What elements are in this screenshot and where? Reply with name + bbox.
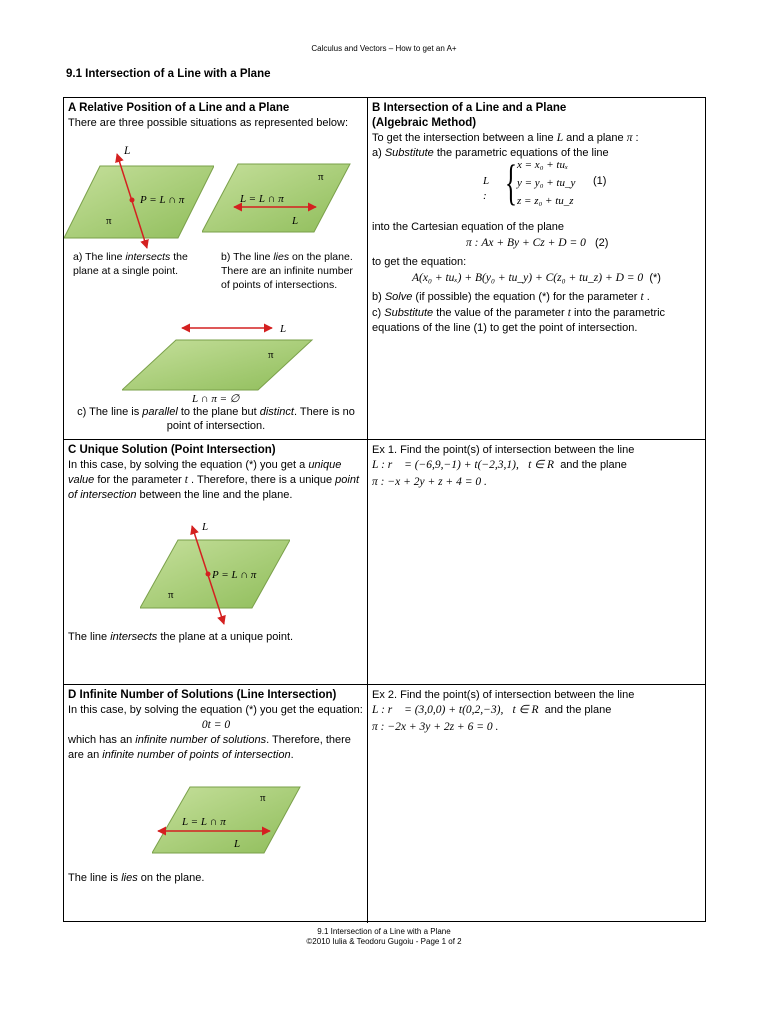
plane-equation: π : −x + 2y + z + 4 = 0 . bbox=[372, 476, 487, 488]
line-label: L bbox=[280, 323, 287, 335]
plane-shape bbox=[152, 787, 300, 853]
on-label: L = L ∩ π bbox=[240, 193, 284, 205]
on-label: L = L ∩ π bbox=[182, 816, 226, 828]
cell-example-1 bbox=[368, 440, 705, 684]
text-line: to get the equation: bbox=[372, 256, 467, 268]
empty-label: L ∩ π = ∅ bbox=[192, 393, 240, 405]
system-label: L : bbox=[483, 175, 489, 202]
point-label: P = L ∩ π bbox=[140, 194, 185, 206]
page-header: Calculus and Vectors – How to get an A+ bbox=[311, 44, 457, 53]
example-text: Ex 2. Find the point(s) of intersection between the line bbox=[372, 689, 635, 701]
cell-title: A Relative Position of a Line and a Plane bbox=[68, 102, 290, 114]
plane-label: π bbox=[106, 215, 112, 227]
cell-algebraic-method bbox=[368, 98, 705, 439]
figure-parallel bbox=[122, 320, 322, 410]
figure-intersect bbox=[140, 520, 290, 626]
plane-shape bbox=[122, 340, 312, 390]
text-line: To get the intersection between a line L and a plane π : bbox=[372, 132, 639, 144]
paragraph: In this case, by solving the equation (*) you get the equation: bbox=[68, 704, 363, 716]
caption: The line is lies on the plane. bbox=[68, 872, 205, 884]
step-b: b) Solve (if possible) the equation (*) for the parameter t . bbox=[372, 291, 650, 303]
caption: The line intersects the plane at a unique point. bbox=[68, 631, 294, 643]
content-table bbox=[63, 97, 706, 922]
eq-x: x = x₀ + tuₓ bbox=[517, 159, 569, 171]
case-c-text: c) The line is parallel to the plane but distinct. There is no point of intersection. bbox=[77, 406, 355, 432]
plane-label: π bbox=[168, 589, 174, 601]
eq-y: y = y₀ + tu_y bbox=[517, 177, 576, 189]
eq-z: z = z₀ + tu_z bbox=[517, 195, 574, 207]
step-a: a) Substitute the parametric equations of the line bbox=[372, 147, 609, 159]
footer-copyright: ©2010 Iulia & Teodoru Gugoiu - Page 1 of 2 bbox=[306, 937, 462, 946]
line-label: L bbox=[124, 146, 131, 157]
line-equation: L : r⃗ = (3,0,0) + t(0,2,−3), t ∈ R and the plane bbox=[372, 704, 612, 716]
line-equation: L : r⃗ = (−6,9,−1) + t(−2,3,1), t ∈ R and the plane bbox=[372, 459, 627, 471]
section-title: 9.1 Intersection of a Line with a Plane bbox=[66, 68, 271, 80]
brace: { bbox=[505, 154, 517, 210]
intro-text: There are three possible situations as represented below: bbox=[68, 117, 349, 129]
page-footer bbox=[0, 927, 768, 947]
case-a-text: a) The line intersects the plane at a single point. bbox=[73, 251, 188, 277]
plane-label: π bbox=[260, 792, 266, 804]
figure-intersect bbox=[64, 146, 214, 250]
text-line: into the Cartesian equation of the plane bbox=[372, 221, 565, 233]
line-label: L bbox=[202, 521, 209, 533]
line-label: L bbox=[292, 215, 299, 227]
cell-unique-solution bbox=[64, 440, 367, 684]
plane-label: π bbox=[318, 171, 324, 183]
example-text: Ex 1. Find the point(s) of intersection between the line bbox=[372, 444, 635, 456]
intersection-point bbox=[206, 572, 211, 577]
plane-equation: π : Ax + By + Cz + D = 0 (2) bbox=[466, 237, 609, 249]
plane-equation: π : −2x + 3y + 2z + 6 = 0 . bbox=[372, 721, 499, 733]
cell-title: B Intersection of a Line and a Plane bbox=[372, 102, 567, 114]
paragraph: In this case, by solving the equation (*) you get a unique value for the parameter t . Therefore, there is a unique point of intersection between the line and the plane. bbox=[68, 459, 360, 501]
star-equation: A(x₀ + tuₓ) + B(y₀ + tu_y) + C(z₀ + tu_z) + D = 0 (*) bbox=[412, 272, 661, 284]
plane-shape bbox=[64, 166, 214, 238]
figure-line-on-plane bbox=[202, 162, 352, 234]
paragraph: which has an infinite number of solutions. Therefore, there are an infinite number of points of intersection. bbox=[68, 734, 351, 761]
cell-infinite-solutions bbox=[64, 685, 367, 921]
cell-title: D Infinite Number of Solutions (Line Intersection) bbox=[68, 689, 337, 701]
line-label: L bbox=[234, 838, 241, 850]
cell-subtitle: (Algebraic Method) bbox=[372, 117, 477, 129]
plane-label: π bbox=[268, 349, 274, 361]
step-c: c) Substitute the value of the parameter t into the parametric equations of the line (1) to get the point of intersection. bbox=[372, 307, 666, 334]
cell-title: C Unique Solution (Point Intersection) bbox=[68, 444, 276, 456]
footer-title: 9.1 Intersection of a Line with a Plane bbox=[317, 927, 451, 936]
case-b-text: b) The line lies on the plane. There are an infinite number of points of intersections. bbox=[221, 251, 353, 291]
cell-relative-position bbox=[64, 98, 367, 439]
equation: 0t = 0 bbox=[201, 719, 231, 731]
eq-number: (1) bbox=[593, 175, 607, 187]
cell-example-2 bbox=[368, 685, 705, 921]
intersection-point bbox=[130, 198, 135, 203]
point-label: P = L ∩ π bbox=[212, 569, 257, 581]
figure-line-on-plane bbox=[152, 785, 302, 857]
